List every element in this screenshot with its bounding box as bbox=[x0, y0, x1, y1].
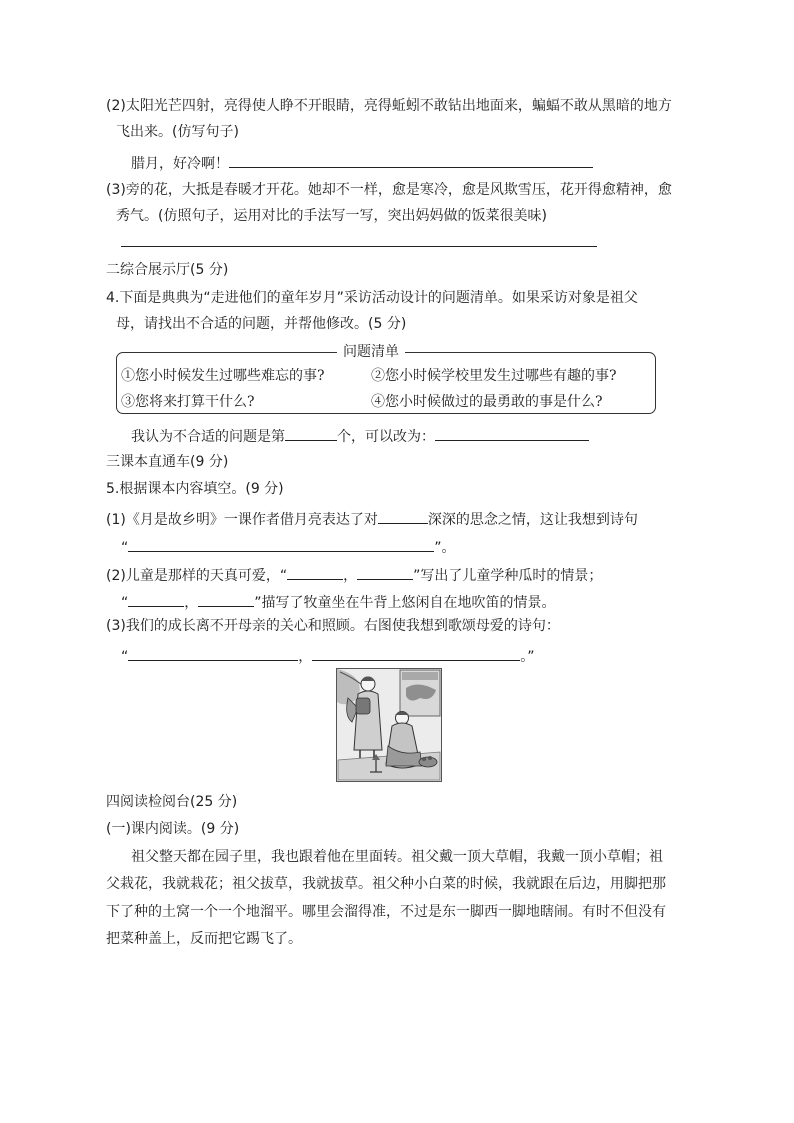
q3-2-line2: 飞出来。(仿写句子) bbox=[116, 124, 239, 140]
q5-2-part2: ”写出了儿童学种瓜时的情景； bbox=[413, 568, 603, 584]
q4-line1: 4.下面是典典为“走进他们的童年岁月”采访活动设计的问题清单。如果采访对象是祖父 bbox=[106, 290, 638, 306]
section4-title: 四阅读检阅台(25 分) bbox=[106, 794, 238, 810]
q5-2b-part2: ”描写了牧童坐在牛背上悠闲自在地吹笛的情景。 bbox=[254, 595, 556, 611]
passage-line-3: 下了种的土窝一个一个地溜平。哪里会溜得准，不过是东一脚西一脚地瞎闹。有时不但没有 bbox=[106, 904, 666, 920]
q5-1-blank-1[interactable] bbox=[378, 507, 428, 524]
q5-2-line1 bbox=[106, 563, 602, 586]
q5-1-part2: 深深的思念之情，这让我想到诗句 bbox=[427, 512, 638, 528]
q5-2-part1: (2)儿童是那样的天真可爱，“ bbox=[106, 568, 288, 584]
q5-3-close-quote: 。” bbox=[520, 649, 535, 665]
q5-3-line2 bbox=[121, 644, 535, 667]
q3-3-answer-blank[interactable] bbox=[121, 246, 597, 247]
q5-3-blank-2[interactable] bbox=[312, 644, 520, 661]
q4-answer-part1: 我认为不合适的问题是第 bbox=[131, 429, 285, 445]
q5-2-blank-2[interactable] bbox=[357, 563, 413, 580]
q5-2b-open-quote: “ bbox=[121, 595, 129, 611]
question-item-2: ②您小时候学校里发生过哪些有趣的事? bbox=[371, 368, 617, 384]
passage-line-2: 父栽花，我就栽花；祖父拔草，我就拔草。祖父种小白菜的时候，我就跟在后边，用脚把那 bbox=[106, 876, 666, 892]
q4-number-blank[interactable] bbox=[285, 424, 337, 441]
q5-1-close-quote: ”。 bbox=[434, 540, 456, 556]
q5-1-line2 bbox=[121, 535, 456, 558]
q3-3-line1: (3)旁的花，大抵是春暖才开花。她却不一样，愈是寒冷，愈是风欺雪压，花开得愈精神，愈 bbox=[106, 182, 672, 198]
q4-answer-part2: 个，可以改为： bbox=[337, 429, 435, 445]
q5-2b-comma: ， bbox=[184, 595, 199, 611]
section2-title: 二综合展示厅(5 分) bbox=[106, 262, 229, 278]
q5-3-blank-1[interactable] bbox=[128, 644, 298, 661]
q4-revision-blank[interactable] bbox=[435, 424, 589, 441]
passage-line-4: 把菜种盖上，反而把它踢飞了。 bbox=[106, 931, 302, 947]
q3-2-answer bbox=[131, 151, 593, 174]
q4-answer bbox=[131, 424, 589, 447]
q5-2b-blank-1[interactable] bbox=[128, 590, 184, 607]
question-list-title: 问题清单 bbox=[337, 342, 405, 362]
q5-1-part1: (1)《月是故乡明》一课作者借月亮表达了对 bbox=[106, 512, 378, 528]
q5-1-open-quote: “ bbox=[121, 540, 129, 556]
q5-3-open-quote: “ bbox=[121, 649, 129, 665]
question-item-1: ①您小时候发生过哪些难忘的事? bbox=[121, 368, 325, 384]
section3-title: 三课本直通车(9 分) bbox=[106, 454, 229, 470]
question-list-box bbox=[116, 344, 656, 414]
q5-2-blank-1[interactable] bbox=[287, 563, 343, 580]
passage-line-1: 祖父整天都在园子里，我也跟着他在里面转。祖父戴一顶大草帽，我戴一顶小草帽；祖 bbox=[131, 849, 663, 865]
q5-2-comma: ， bbox=[343, 568, 358, 584]
q4-line2: 母，请找出不合适的问题，并帮他修改。(5 分) bbox=[116, 316, 407, 332]
question-item-4: ④您小时候做过的最勇敢的事是什么? bbox=[371, 394, 603, 410]
q3-3-line2: 秀气。(仿照句子，运用对比的手法写一写，突出妈妈做的饭菜很美味) bbox=[116, 208, 547, 224]
q3-2-line1: (2)太阳光芒四射，亮得使人睁不开眼睛，亮得蚯蚓不敢钻出地面来，蝙蝠不敢从黑暗的地方 bbox=[106, 98, 672, 114]
mother-son-illustration bbox=[336, 668, 442, 782]
q3-2-answer-prefix: 腊月，好冷啊！ bbox=[131, 156, 229, 172]
q5-2b-blank-2[interactable] bbox=[198, 590, 254, 607]
q5-3-comma: ， bbox=[298, 649, 313, 665]
q5-3-line1: (3)我们的成长离不开母亲的关心和照顾。右图使我想到歌颂母爱的诗句： bbox=[106, 618, 560, 634]
q5-2-line2 bbox=[121, 590, 556, 613]
q5-1-line1 bbox=[106, 507, 638, 530]
q5-1-poem-blank[interactable] bbox=[128, 535, 434, 552]
part1-title: (一)课内阅读。(9 分) bbox=[106, 821, 240, 837]
question-item-3: ③您将来打算干什么? bbox=[121, 394, 255, 410]
q5-title: 5.根据课本内容填空。(9 分) bbox=[106, 481, 284, 497]
q3-2-answer-blank[interactable] bbox=[229, 151, 593, 168]
